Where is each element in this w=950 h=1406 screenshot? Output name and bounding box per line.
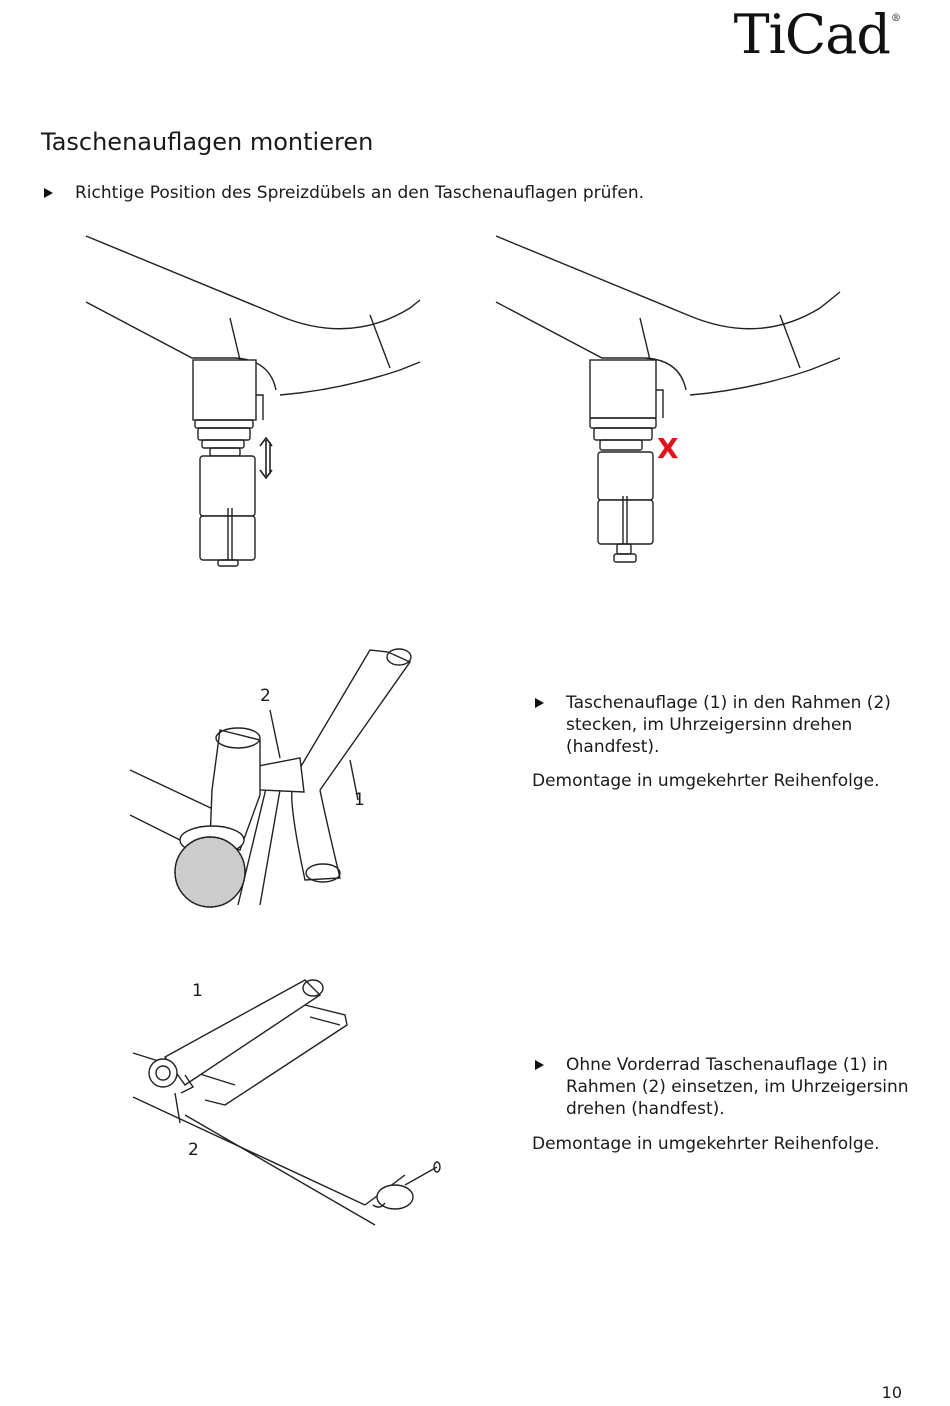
bullet-triangle-icon xyxy=(535,698,544,708)
figure-mount-without-front-wheel xyxy=(125,975,450,1235)
callout-1: 1 xyxy=(192,981,203,1001)
page-title: Taschenauflagen montieren xyxy=(41,128,374,156)
diagram-wrong-position xyxy=(496,236,840,562)
page-number: 10 xyxy=(881,1383,902,1402)
step-3-note: Demontage in umgekehrter Reihenfolge. xyxy=(532,1134,880,1154)
step-2-note: Demontage in umgekehrter Reihenfolge. xyxy=(532,771,880,791)
callout-1: 1 xyxy=(354,790,365,810)
step-1-text: Richtige Position des Spreizdübels an den Taschenauflagen prüfen. xyxy=(75,183,645,203)
diagram-correct-position xyxy=(86,236,420,566)
step-2-bullet xyxy=(535,692,915,758)
step-1-bullet xyxy=(44,182,904,204)
wrong-mark: X xyxy=(657,432,679,465)
callout-2: 2 xyxy=(260,686,271,706)
bullet-triangle-icon xyxy=(44,188,53,198)
double-arrow-icon xyxy=(260,438,272,478)
step-3-text: Ohne Vorderrad Taschenauflage (1) in Rahmen (2) einsetzen, im Uhrzeigersinn drehen (handfest). xyxy=(566,1055,909,1119)
step-2-text: Taschenauflage (1) in den Rahmen (2) stecken, im Uhrzeigersinn drehen (handfest). xyxy=(566,693,891,757)
step-3-bullet xyxy=(535,1054,915,1120)
bullet-triangle-icon xyxy=(535,1060,544,1070)
figure-dowel-position xyxy=(80,230,880,580)
callout-2: 2 xyxy=(188,1140,199,1160)
figure-mount-with-frame xyxy=(120,640,430,915)
registered-mark: ® xyxy=(891,13,900,24)
brand-name: TiCad xyxy=(733,3,890,66)
brand-logo xyxy=(733,3,900,66)
